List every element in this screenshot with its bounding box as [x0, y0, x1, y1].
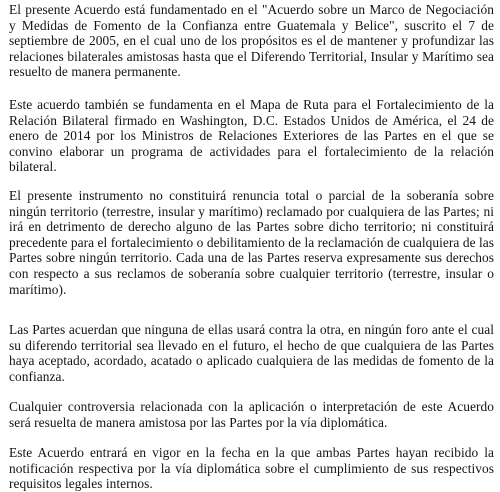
paragraph-entrada-en-vigor: Este Acuerdo entrará en vigor en la fecha en la que ambas Partes hayan recibido la notificación respectiva por la vía diplomática sobre el cumplimiento de sus respectivos requisitos legales internos. [9, 445, 494, 492]
paragraph-fundamento-acuerdo-2005: El presente Acuerdo está fundamentado en el "Acuerdo sobre un Marco de Negociación y Medidas de Fomento de la Confianza entre Guatemala y Belice", suscrito el 7 de septiembre de 2005, en el cual uno de los propósitos es el de mantener y profundizar las relaciones bilaterales amistosas hasta que el Diferendo Territorial, Insular y Marítimo sea resuelto de manera permanente. [9, 2, 494, 80]
paragraph-no-uso-contra-otra: Las Partes acuerdan que ninguna de ellas usará contra la otra, en ningún foro ante el cual su diferendo territorial sea llevado en el futuro, el hecho de que cualquiera de las Partes haya aceptado, acordado, acatado o aplicado cualquiera de las medidas de fomento de la confianza. [9, 322, 494, 384]
paragraph-soberania: El presente instrumento no constituirá renuncia total o parcial de la soberanía sobre ningún territorio (terrestre, insular y marítimo) reclamado por cualquiera de las Partes; ni irá en detrimento de derecho alguno de las Partes sobre dicho territorio; ni constituirá precedente para el fortalecimiento o debilitamiento de la reclamación de cualquiera de las Partes sobre ningún territorio. Cada una de las Partes reserva expresamente sus derechos con respecto a sus reclamos de soberanía sobre cualquier territorio (terrestre, insular o marítimo). [9, 188, 494, 297]
paragraph-mapa-de-ruta: Este acuerdo también se fundamenta en el Mapa de Ruta para el Fortalecimiento de la Relación Bilateral firmado en Washington, D.C. Estados Unidos de América, el 24 de enero de 2014 por los Ministros de Relaciones Exteriores de las Partes en el que se convino elaborar un programa de actividades para el fortalecimiento de la relación bilateral. [9, 97, 494, 175]
paragraph-controversias: Cualquier controversia relacionada con la aplicación o interpretación de este Acuerdo será resuelta de manera amistosa por las Partes por la vía diplomática. [9, 399, 494, 430]
